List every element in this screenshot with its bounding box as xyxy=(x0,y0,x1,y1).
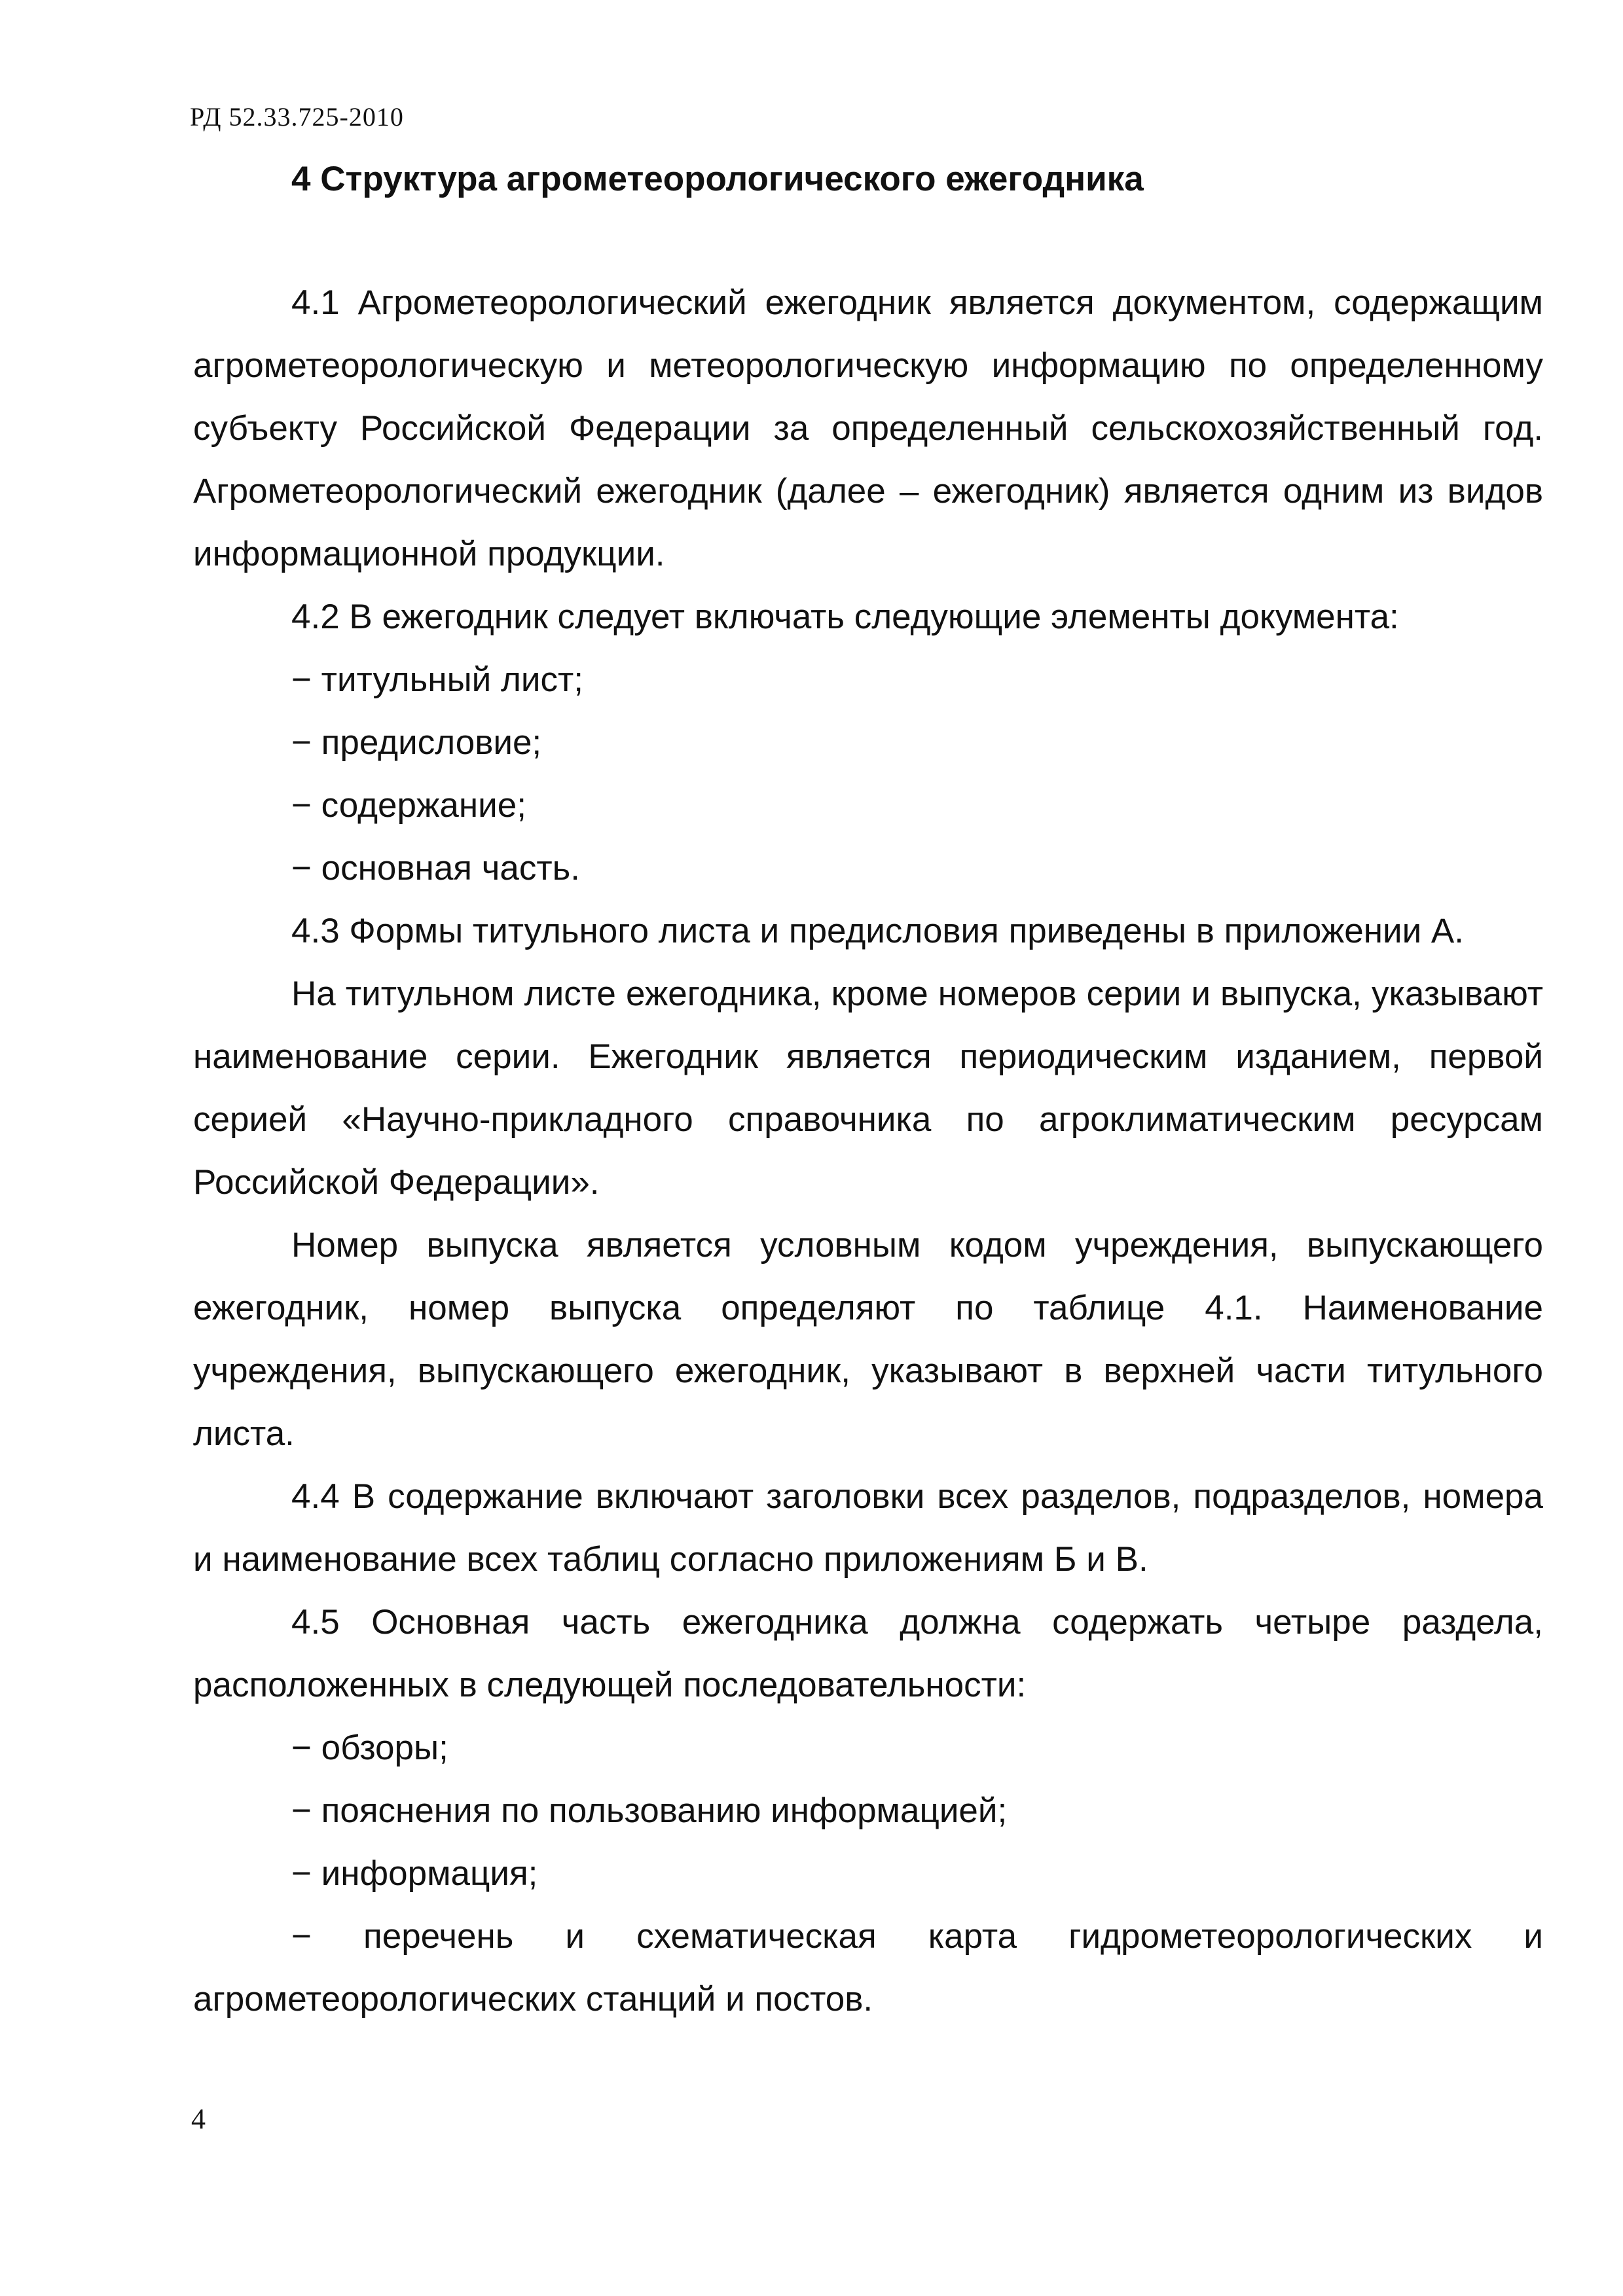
paragraph-4-2: 4.2 В ежегодник следует включать следующие элементы документа: xyxy=(291,598,1399,636)
paragraph-4-4: 4.4 В содержание включают заголовки всех разделов, подразделов, номера и наименование всех таблиц согласно приложениям Б и В. xyxy=(193,1477,1543,1579)
list-item: − предисловие; xyxy=(291,723,542,762)
paragraph-title-page: На титульном листе ежегодника, кроме номеров серии и выпуска, указывают наименование серии. Ежегодник является периодическим изданием, первой серией «Научно-прикладного справочника по агроклиматическим ресурсам Российской Федерации». xyxy=(193,975,1543,1202)
list-item: − пояснения по пользованию информацией; xyxy=(291,1791,1008,1830)
document-code: РД 52.33.725-2010 xyxy=(190,102,404,132)
paragraph-4-5: 4.5 Основная часть ежегодника должна содержать четыре раздела, расположенных в следующей последовательности: xyxy=(193,1603,1543,1704)
list-item: − перечень и схематическая карта гидрометеорологических и агрометеорологических станций и постов. xyxy=(193,1917,1543,2018)
paragraph-issue-number: Номер выпуска является условным кодом учреждения, выпускающего ежегодник, номер выпуска определяют по таблице 4.1. Наименование учреждения, выпускающего ежегодник, указывают в верхней части титульного листа. xyxy=(193,1226,1543,1453)
document-body xyxy=(193,272,1543,2031)
list-item: − титульный лист; xyxy=(291,660,584,699)
section-title: 4 Структура агрометеорологического ежегодника xyxy=(291,160,1144,198)
list-item: − информация; xyxy=(291,1854,538,1893)
paragraph-4-1: 4.1 Агрометеорологический ежегодник является документом, содержащим агрометеорологическую и метеорологическую информацию по определенному субъекту Российской Федерации за определенный сельскохозяйственный год. Агрометеорологический ежегодник (далее – ежегодник) является одним из видов информационной продукции. xyxy=(193,283,1543,573)
page-number: 4 xyxy=(191,2103,206,2135)
list-item: − основная часть. xyxy=(291,849,580,888)
list-item: − обзоры; xyxy=(291,1729,448,1767)
paragraph-4-3: 4.3 Формы титульного листа и предисловия приведены в приложении А. xyxy=(291,912,1465,950)
list-item: − содержание; xyxy=(291,786,526,825)
